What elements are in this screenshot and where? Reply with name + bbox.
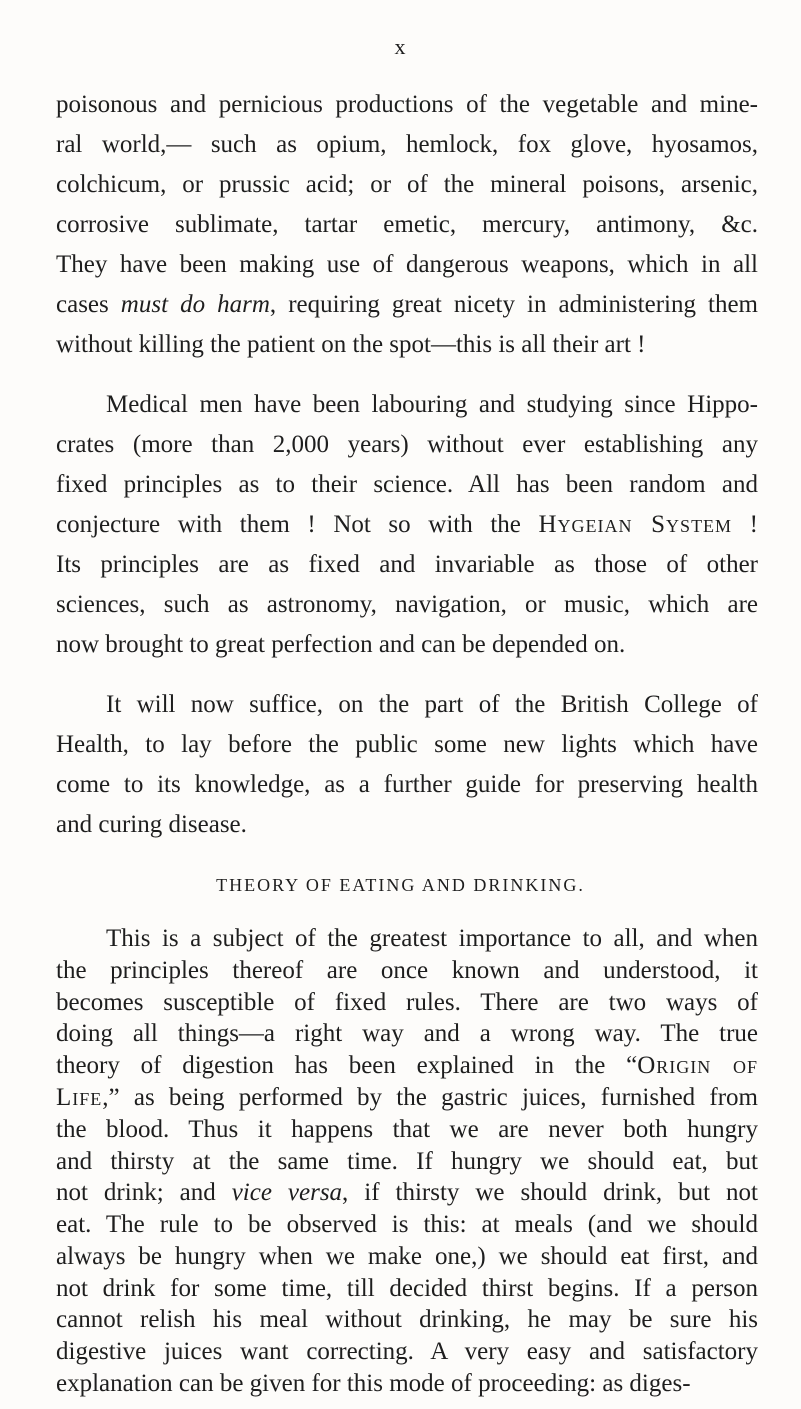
text-line: doing all things—a right way and a wrong way. The true (56, 1020, 758, 1047)
text-line: the principles thereof are once known and understood, it (56, 957, 758, 984)
text-line: ral world,— such as opium, hemlock, fox glove, hyosamos, (56, 131, 758, 158)
small-caps-phrase: Life (56, 1084, 103, 1111)
text-line: cannot relish his meal without drinking, he may be sure his (56, 1306, 758, 1333)
text-line: Its principles are as fixed and invariable as those of other (56, 551, 758, 578)
text-line: and thirsty at the same time. If hungry we should eat, but (56, 1148, 758, 1175)
page-number: x (394, 34, 407, 59)
text-line: explanation can be given for this mode of proceeding: as diges- (56, 1370, 691, 1397)
text-segment: theory of digestion has been explained in the “ (56, 1052, 638, 1079)
text-segment: , if thirsty we should drink, but not (342, 1179, 758, 1206)
text-line: come to its knowledge, as a further guide for preserving health (56, 771, 758, 798)
italic-phrase: vice versa (231, 1179, 343, 1206)
text-line: always be hungry when we make one,) we should eat first, and (56, 1243, 758, 1270)
text-line: digestive juices want correcting. A very easy and satisfactory (56, 1338, 758, 1365)
italic-phrase: must do harm (120, 291, 270, 318)
text-line: corrosive sublimate, tartar emetic, mercury, antimony, &c. (56, 211, 758, 238)
small-caps-phrase: Origin of (637, 1052, 758, 1079)
text-line: Health, to lay before the public some new lights which have (56, 731, 758, 758)
text-line: eat. The rule to be observed is this: at meals (and we should (56, 1211, 758, 1238)
text-line: the blood. Thus it happens that we are never both hungry (56, 1116, 758, 1143)
text-line: crates (more than 2,000 years) without ever establishing any (56, 431, 758, 458)
text-segment: , requiring great nicety in administering them (269, 291, 759, 318)
text-line: without killing the patient on the spot—this is all their art ! (56, 331, 646, 358)
text-segment: ! (732, 511, 759, 538)
text-line: They have been making use of dangerous weapons, which in all (56, 251, 758, 278)
text-line (56, 1049, 758, 1083)
text-line: Medical men have been labouring and studying since Hippo- (106, 391, 758, 418)
text-segment: conjecture with them ! Not so with the (56, 511, 539, 538)
text-segment: cases (56, 291, 121, 318)
text-segment: ,” as being performed by the gastric juices, furnished from (102, 1084, 758, 1111)
text-line: not drink for some time, till decided thirst begins. If a person (56, 1275, 758, 1302)
text-line (56, 288, 758, 322)
text-line: and curing disease. (56, 811, 247, 838)
text-line: It will now suffice, on the part of the British College of (106, 691, 758, 718)
text-line (56, 1176, 758, 1210)
text-line: colchicum, or prussic acid; or of the mineral poisons, arsenic, (56, 171, 758, 198)
text-line: poisonous and pernicious productions of the vegetable and mine- (56, 91, 758, 118)
text-line (56, 1081, 758, 1115)
text-line: This is a subject of the greatest importance to all, and when (106, 925, 758, 952)
text-line: becomes susceptible of fixed rules. There are two ways of (56, 989, 758, 1016)
text-segment: not drink; and (56, 1179, 232, 1206)
small-caps-phrase: Hygeian System (538, 511, 733, 538)
text-line: fixed principles as to their science. All has been random and (56, 471, 758, 498)
section-heading: THEORY OF EATING AND DRINKING. (216, 875, 585, 895)
text-line: sciences, such as astronomy, navigation, or music, which are (56, 591, 758, 618)
text-line (56, 508, 758, 542)
text-line: now brought to great perfection and can be depended on. (56, 631, 626, 658)
